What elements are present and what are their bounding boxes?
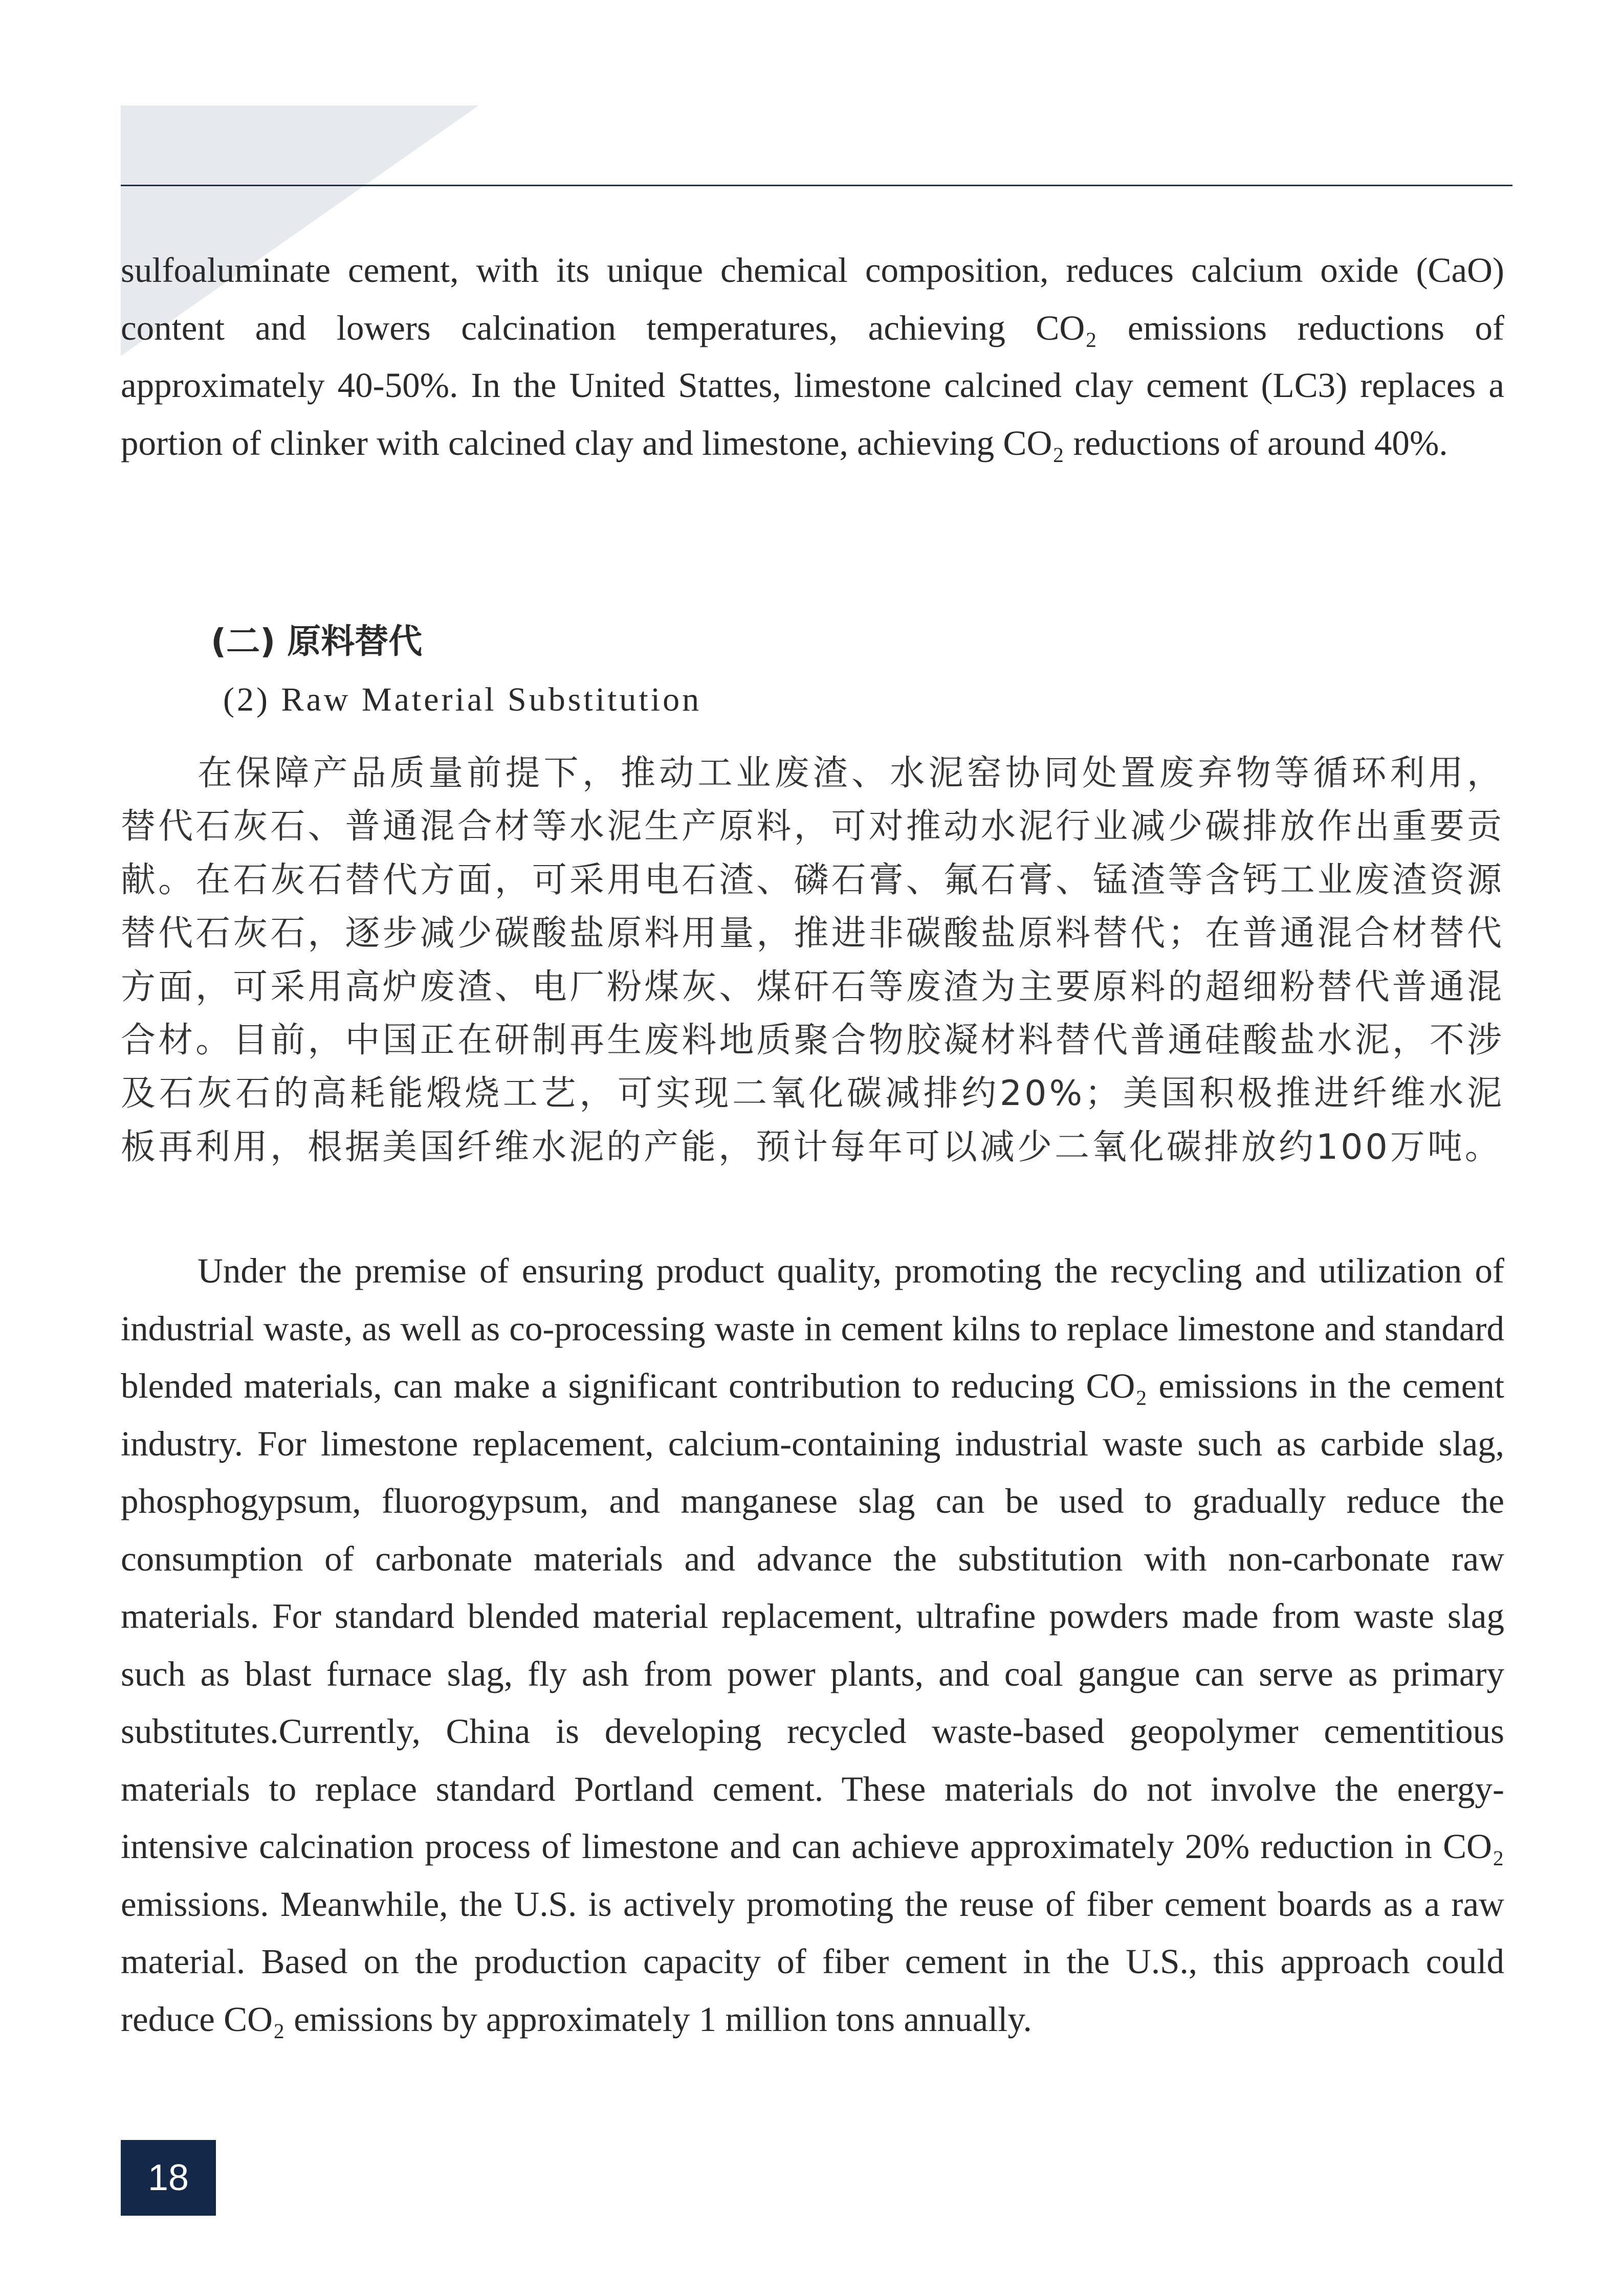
- header-rule: [121, 185, 1512, 186]
- page-number-box: [121, 2140, 216, 2216]
- paragraph-en-continued: sulfoaluminate cement, with its unique chemical composition, reduces calcium oxide (CaO) content and lowers calcination temperatures, achieving CO₂ emissions reductions of approximately 40-50%. In the United Stattes, limestone calcined clay cement (LC3) replaces a portion of clinker with calcined clay and limestone, achieving CO₂ reductions of around 40%.: [121, 251, 1504, 462]
- paragraph-cn: 在保障产品质量前提下，推动工业废渣、水泥窑协同处置废弃物等循环利用，替代石灰石、普通混合材等水泥生产原料，可对推动水泥行业减少碳排放作出重要贡献。在石灰石替代方面，可采用电石渣、磷石膏、氟石膏、锰渣等含钙工业废渣资源替代石灰石，逐步减少碳酸盐原料用量，推进非碳酸盐原料替代；在普通混合材替代方面，可采用高炉废渣、电厂粉煤灰、煤矸石等废渣为主要原料的超细粉替代普通混合材。目前，中国正在研制再生废料地质聚合物胶凝材料替代普通硅酸盐水泥，不涉及石灰石的高耗能煅烧工艺，可实现二氧化碳减排约20%；美国积极推进纤维水泥板再利用，根据美国纤维水泥的产能，预计每年可以减少二氧化碳排放约100万吨。: [121, 753, 1504, 1167]
- paragraph-en: Under the premise of ensuring product quality, promoting the recycling and utilization of industrial waste, as well as co-processing waste in cement kilns to replace limestone and standard blended materials, can make a significant contribution to reducing CO₂ emissions in the cement industry. For limestone replacement, calcium-containing industrial waste such as carbide slag, phosphogypsum, fluorogypsum, and manganese slag can be used to gradually reduce the consumption of carbonate materials and advance the substitution with non-carbonate raw materials. For standard blended material replacement, ultrafine powders made from waste slag such as blast furnace slag, fly ash from power plants, and coal gangue can serve as primary substitutes.Currently, China is developing recycled waste-based geopolymer cementitious materials to replace standard Portland cement. These materials do not involve the energy-intensive calcination process of limestone and can achieve approximately 20% reduction in CO₂ emissions. Meanwhile, the U.S. is actively promoting the reuse of fiber cement boards as a raw material. Based on the production capacity of fiber cement in the U.S., this approach could reduce CO₂ emissions by approximately 1 million tons annually.: [121, 1251, 1504, 2039]
- page-number: 18: [147, 2157, 189, 2198]
- section-heading-en: (2) Raw Material Substitution: [223, 681, 702, 718]
- section-heading-cn: (二) 原料替代: [211, 622, 423, 661]
